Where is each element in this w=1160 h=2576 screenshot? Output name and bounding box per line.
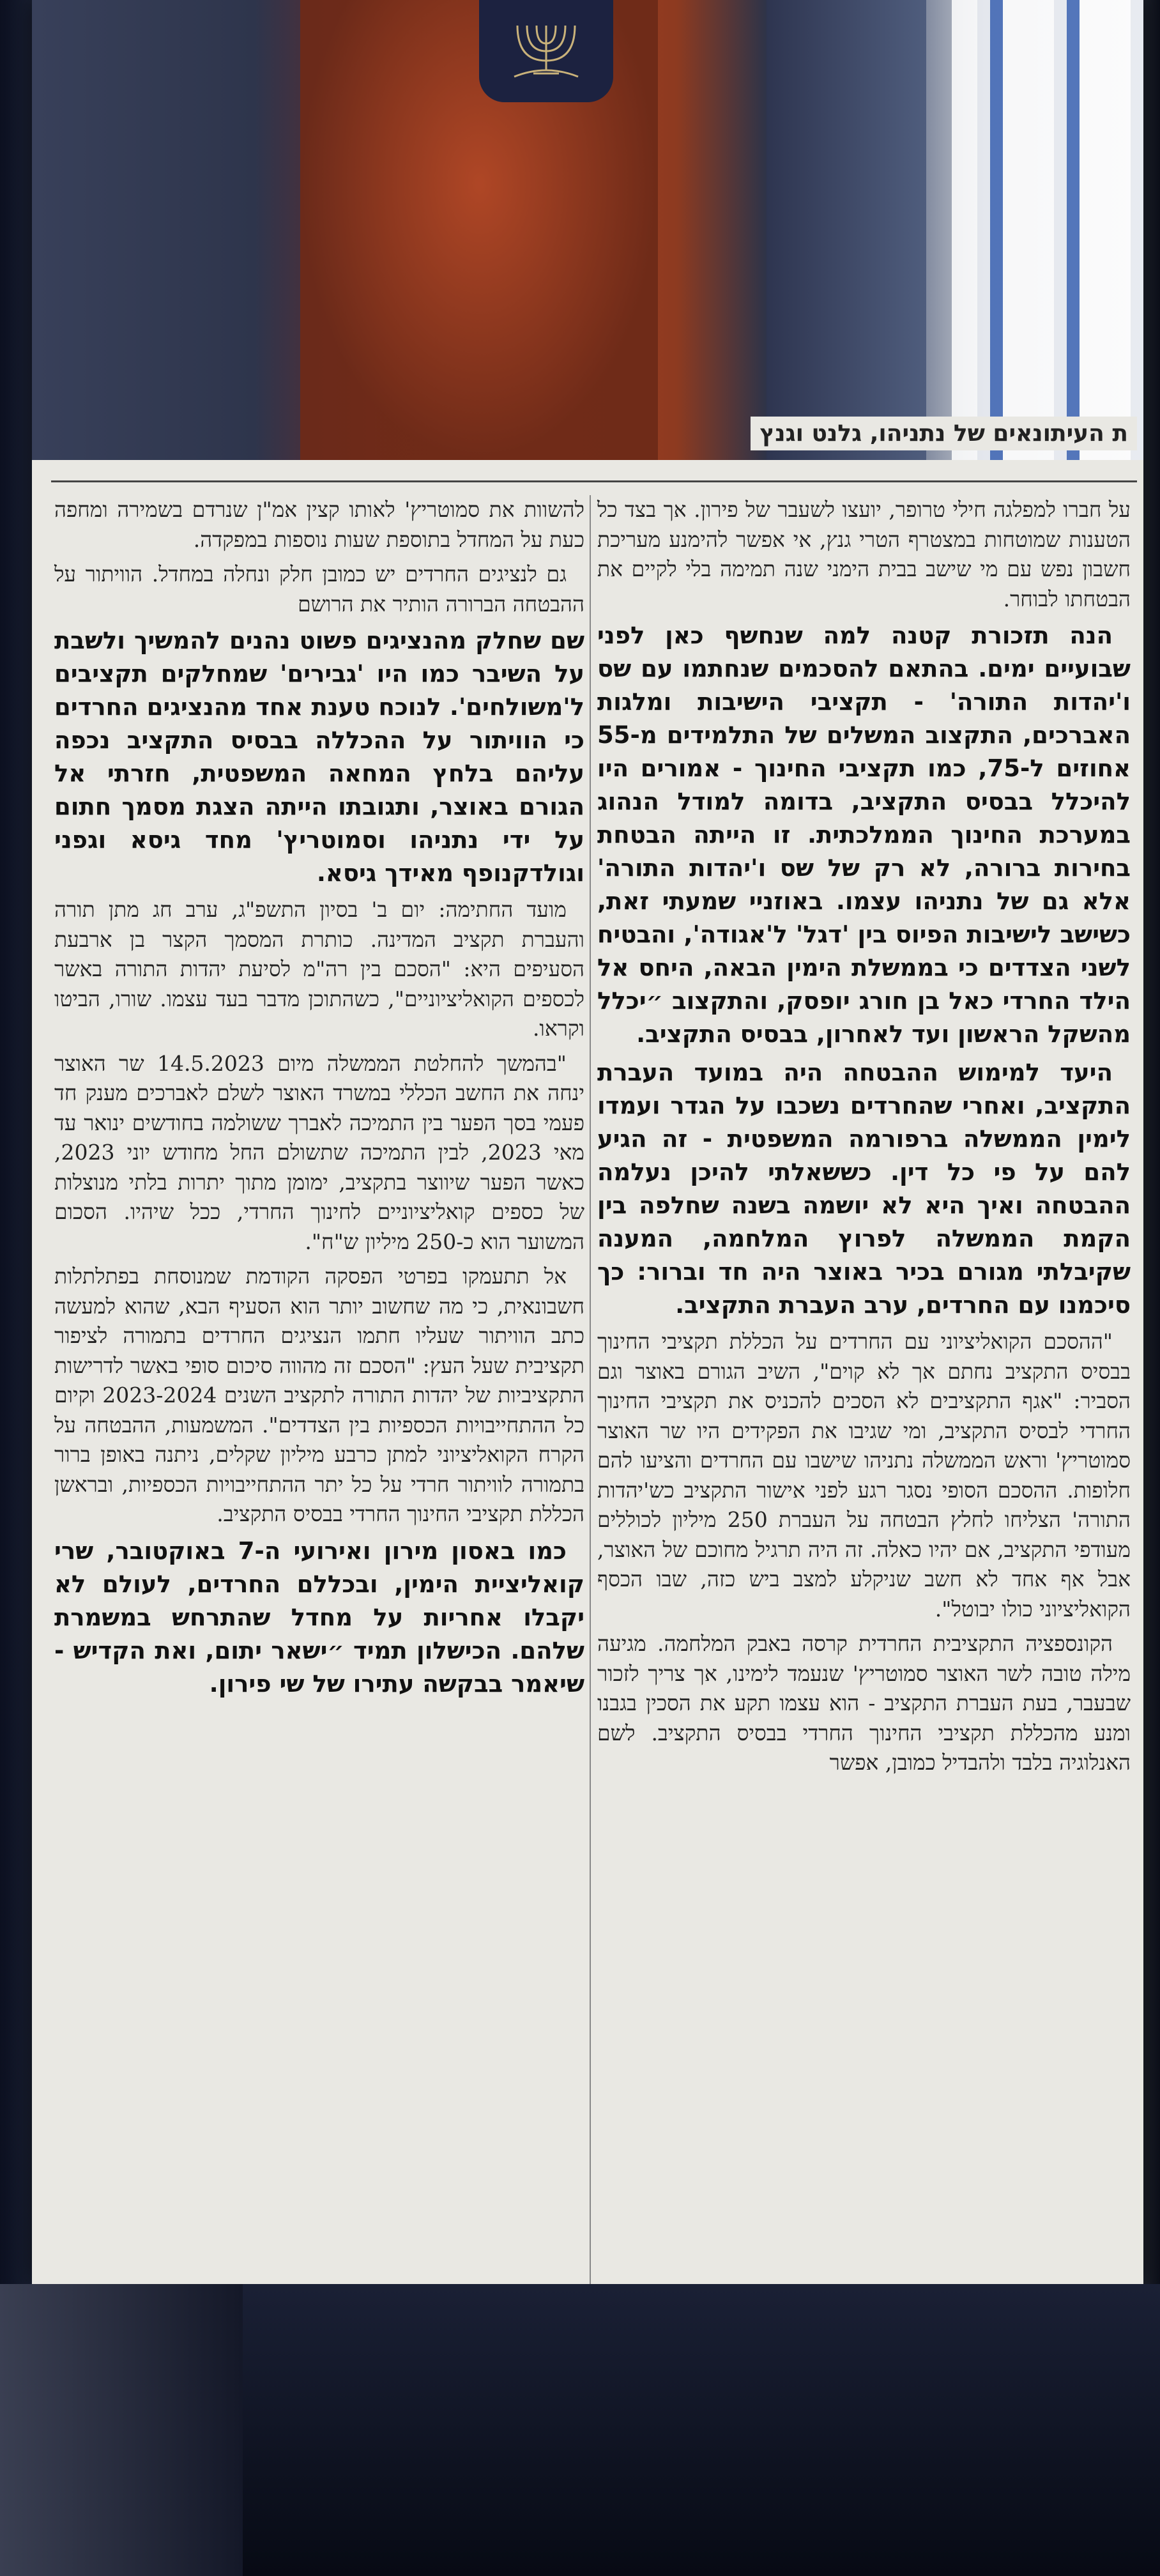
photo-figure-dark xyxy=(767,0,926,460)
article-paragraph: "ההסכם הקואליציוני עם החרדים על הכללת תקציבי החינוך בבסיס התקציב נחתם אך לא קוים", השיב הגורם באוצר וגם הסביר: "אגף התקציבים לא הסכים להכניס את תקציבי החינוך החרדי לבסיס התקציב, ומי שגיבו את הפקידים היו שר האוצר סמוטריץ' וראש הממשלה נתניהו שישבו עם החרדים והציעו להם חלופות. ההסכם הסופי נסגר רגע לפני אישור התקציב כש'יהדות התורה' הצליחו לחלץ הבטחה על העברת 250 מיליון לכוללים מעודפי התקציב, אם יהיו כאלה. זה היה תרגיל מחוכם של האוצר, אבל אף אחד לא חשב שניקלע למצב ביש כזה, שבו הכסף הקואליציוני כולו יבוטל". xyxy=(597,1329,1131,1621)
article-column-left xyxy=(54,495,584,1706)
article-paragraph: שם שחלק מהנציגים פשוט נהנים להמשיך ולשבת על השיבר כמו היו 'גבירים' שמחלקים תקציבים ל'משולחים'. לנוכח טענת אחד מהנציגים החרדים כי הוויתור על ההכללה בבסיס התקציב נכפה עליהם בלחץ המחאה המשפטית, חזרתי אל הגורם באוצר, ותגובתו הייתה הצגת מסמך חתום על ידי נתניהו וסמוטריץ' מחד גיסא וגפני וגולדקנופף מאידך גיסא. xyxy=(54,627,584,887)
article-paragraph: "בהמשך להחלטת הממשלה מיום 14.5.2023 שר האוצר ינחה את החשב הכללי במשרד האוצר לשלם לאברכים מענק חד פעמי בסך הפער בין התמיכה לאברך ששולמה בחודשים ינואר עד מאי 2023, לבין התמיכה שתשולם החל מחודש יוני 2023, כאשר הפער שיווצר בתקציב, ימומן מתוך יתרות בלתי מנוצלות של כספים קואליציוניים לחינוך החרדי, ככל שיהיו. הסכום המשוער הוא כ-250 מיליון ש"ח". xyxy=(54,1050,584,1254)
article-paragraph: הקונספציה התקציבית החרדית קרסה באבק המלחמה. מגיעה מילה טובה לשר האוצר סמוטריץ' שנעמד לימינו, אך צריך לזכור שבעבר, בעת העברת התקציב - הוא עצמו תקע את הסכין בגבנו ומנע מהכללת תקציבי החינוך החרדי בבסיס התקציב. לשם האנלוגיה בלבד ולהבדיל כמובן, אפשר xyxy=(597,1631,1131,1775)
article-paragraph: הנה תזכורת קטנה למה שנחשף כאן לפני שבועיים ימים. בהתאם להסכמים שנחתמו עם שס ו'יהדות התורה' - תקציבי הישיבות ומלגות האברכים, התקצוב המשלים של התלמידים מ-55 אחוזים ל-75, כמו תקציבי החינוך - אמורים היו להיכלל בבסיס התקציב, בדומה למודל הנהוג במערכת החינוך הממלכתית. זו הייתה הבטחת בחירות ברורה, לא רק של שס ו'יהדות התורה' אלא גם של נתניהו עצמו. באוזניי שמעתי זאת, כשישב לישיבות הפיוס בין 'דגל' ל'אגודה', והבטיח לשני הצדדים כי בממשלת הימין הבאה, היחס אל הילד החרדי כאל בן חורג יופסק, והתקצוב ״יכלל מהשקל הראשון ועד לאחרון, בבסיס התקציב. xyxy=(597,622,1131,1048)
article-column-right xyxy=(597,495,1131,1783)
hand-shadow xyxy=(0,2284,243,2576)
section-rule xyxy=(51,480,1137,482)
column-divider xyxy=(590,495,591,2284)
article-paragraph: גם לנציגים החרדים יש כמובן חלק ונחלה במחדל. הוויתור על ההבטחה הברורה הותיר את הרושם xyxy=(54,562,584,617)
dark-background-bottom xyxy=(0,2284,1160,2576)
article-paragraph: כמו באסון מירון ואירועי ה-7 באוקטובר, שרי קואליציית הימין, ובכללם החרדים, לעולם לא יקבלו אחריות על מחדל שהתרחש במשמרת שלהם. הכישלון תמיד ״ישאר יתום, ואת הקדיש - שיאמר בבקשה עתירו של שי פירון. xyxy=(54,1537,584,1698)
article-paragraph: על חברו למפלגה חילי טרופר, יועצו לשעבר של פירון. אך בצד כל הטענות שמוטחות במצטרף הטרי גנץ, אי אפשר להימנע מעריכת חשבון נפש עם מי שישב בבית הימני שנה תמימה בלי לקיים את הבטחתו לבוחר. xyxy=(597,497,1131,611)
photo-flag xyxy=(952,0,1143,460)
article-paragraph: אל תתעמקו בפרטי הפסקה הקודמת שמנוסחת בפתלתלות חשבונאית, כי מה שחשוב יותר הוא הסעיף הבא, שהוא למעשה כתב הוויתור שעליו חתמו הנציגים החרדים בתמורה לציפור תקציבית שעל העץ: "הסכם זה מהווה סיכום סופי באשר לדרישות התקציביות של יהדות התורה לתקציב השנים 2023-2024 וקיום כל ההתחייבויות הכספיות בין הצדדים". המשמעות, ההבטחה על הקרח הקואליציוני למתן כרבע מיליון שקלים, ניתנה באופן ברור בתמורה לוויתור חרדי על כל יתר ההתחייבויות הכספיות, ובראשן הכללת תקציבי החינוך החרדי בבסיס התקציב. xyxy=(54,1264,584,1526)
article-paragraph: מועד החתימה: יום ב' בסיון התשפ"ג, ערב חג מתן תורה והעברת תקציב המדינה. כותרת המסמך הקצר בן ארבעת הסעיפים היא: "הסכם בין רה"מ לסיעת יהדות התורה באשר לכספים הקואליציוניים", כשהתוכן מדבר בעד עצמו. שורו, הביטו וקראו. xyxy=(54,897,584,1041)
photo-caption: ת העיתונאים של נתניהו, גלנט וגנץ xyxy=(751,417,1137,450)
newspaper-page xyxy=(32,0,1143,2284)
article-paragraph: היעד למימוש ההבטחה היה במועד העברת התקציב, ואחרי שהחרדים נשכבו על הגדר ועמדו לימין הממשלה ברפורמה המשפטית - זה הגיע להם על פי כל דין. כששאלתי להיכן נעלמה ההבטחה ואיך היא לא יושמה בשנה שחלפה בין הקמת הממשלה לפרוץ המלחמה, המענה שקיבלתי מגורם בכיר באוצר היה חד וברור: כך סיכמנו עם החרדים, ערב העברת התקציב. xyxy=(597,1059,1131,1319)
menorah-icon xyxy=(501,13,591,83)
article-paragraph: להשוות את סמוטריץ' לאותו קצין אמ"ן שנרדם בשמירה ומחפה כעת על המחדל בתוספת שעות נוספות במפקדה. xyxy=(54,497,584,552)
news-photo xyxy=(32,0,1143,460)
